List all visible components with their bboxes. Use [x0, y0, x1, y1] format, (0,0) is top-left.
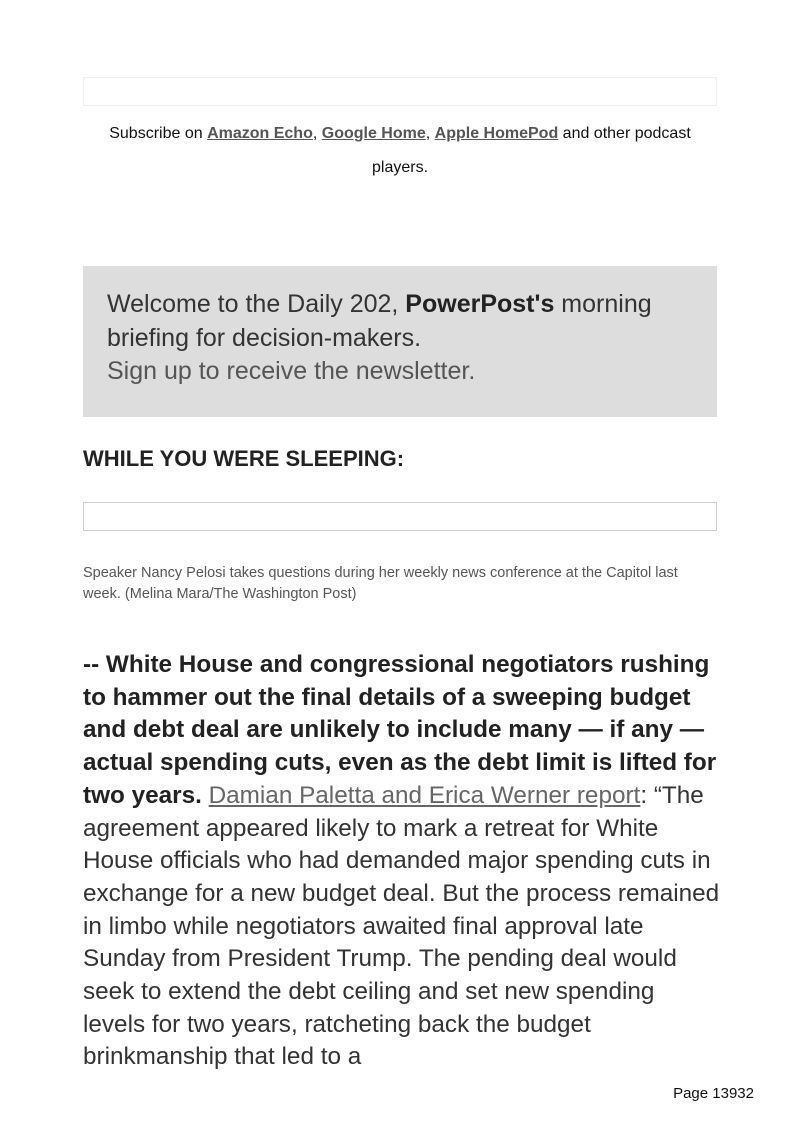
separator: ,	[425, 125, 435, 142]
embed-placeholder	[83, 77, 717, 106]
newsletter-signup-link[interactable]: Sign up to receive the newsletter.	[107, 357, 476, 385]
welcome-prefix: Welcome to the Daily 202,	[107, 290, 406, 318]
page-number: Page 13932	[673, 1085, 754, 1102]
section-heading: WHILE YOU WERE SLEEPING:	[83, 446, 405, 471]
google-home-link[interactable]: Google Home	[321, 125, 426, 142]
welcome-suffix: morning briefing for decision-makers.	[107, 290, 652, 352]
subscribe-line	[83, 117, 717, 185]
apple-homepod-link[interactable]: Apple HomePod	[434, 125, 559, 142]
brand-name: PowerPost's	[405, 290, 555, 318]
separator: ,	[312, 125, 322, 142]
article-text: : “The agreement appeared likely to mark a retreat for White House officials who had demanded major spending cuts in exchange for a new budget deal. But the process remained in limbo while negotiators awaited final approval late Sunday from President Trump. The pending deal would seek to extend the debt ceiling and set new spending levels for two years, ratcheting back the budget brinkmanship that led to a	[83, 781, 720, 1071]
article-lead: -- White House and congressional negotiators rushing to hammer out the final details of a sweeping budget and debt deal are unlikely to include many — if any — actual spending cuts, even as the debt limit is lifted for two years.	[83, 651, 717, 809]
image-placeholder	[83, 502, 717, 531]
subscribe-prefix: Subscribe on	[109, 125, 208, 142]
photo-caption: Speaker Nancy Pelosi takes questions during her weekly news conference at the Capitol last week. (Melina Mara/The Washington Post)	[83, 565, 678, 602]
report-link[interactable]: Damian Paletta and Erica Werner report	[208, 781, 641, 809]
amazon-echo-link[interactable]: Amazon Echo	[207, 125, 313, 142]
welcome-box	[83, 266, 717, 417]
article-paragraph	[83, 649, 723, 1089]
subscribe-suffix: and other podcast players.	[371, 125, 691, 176]
